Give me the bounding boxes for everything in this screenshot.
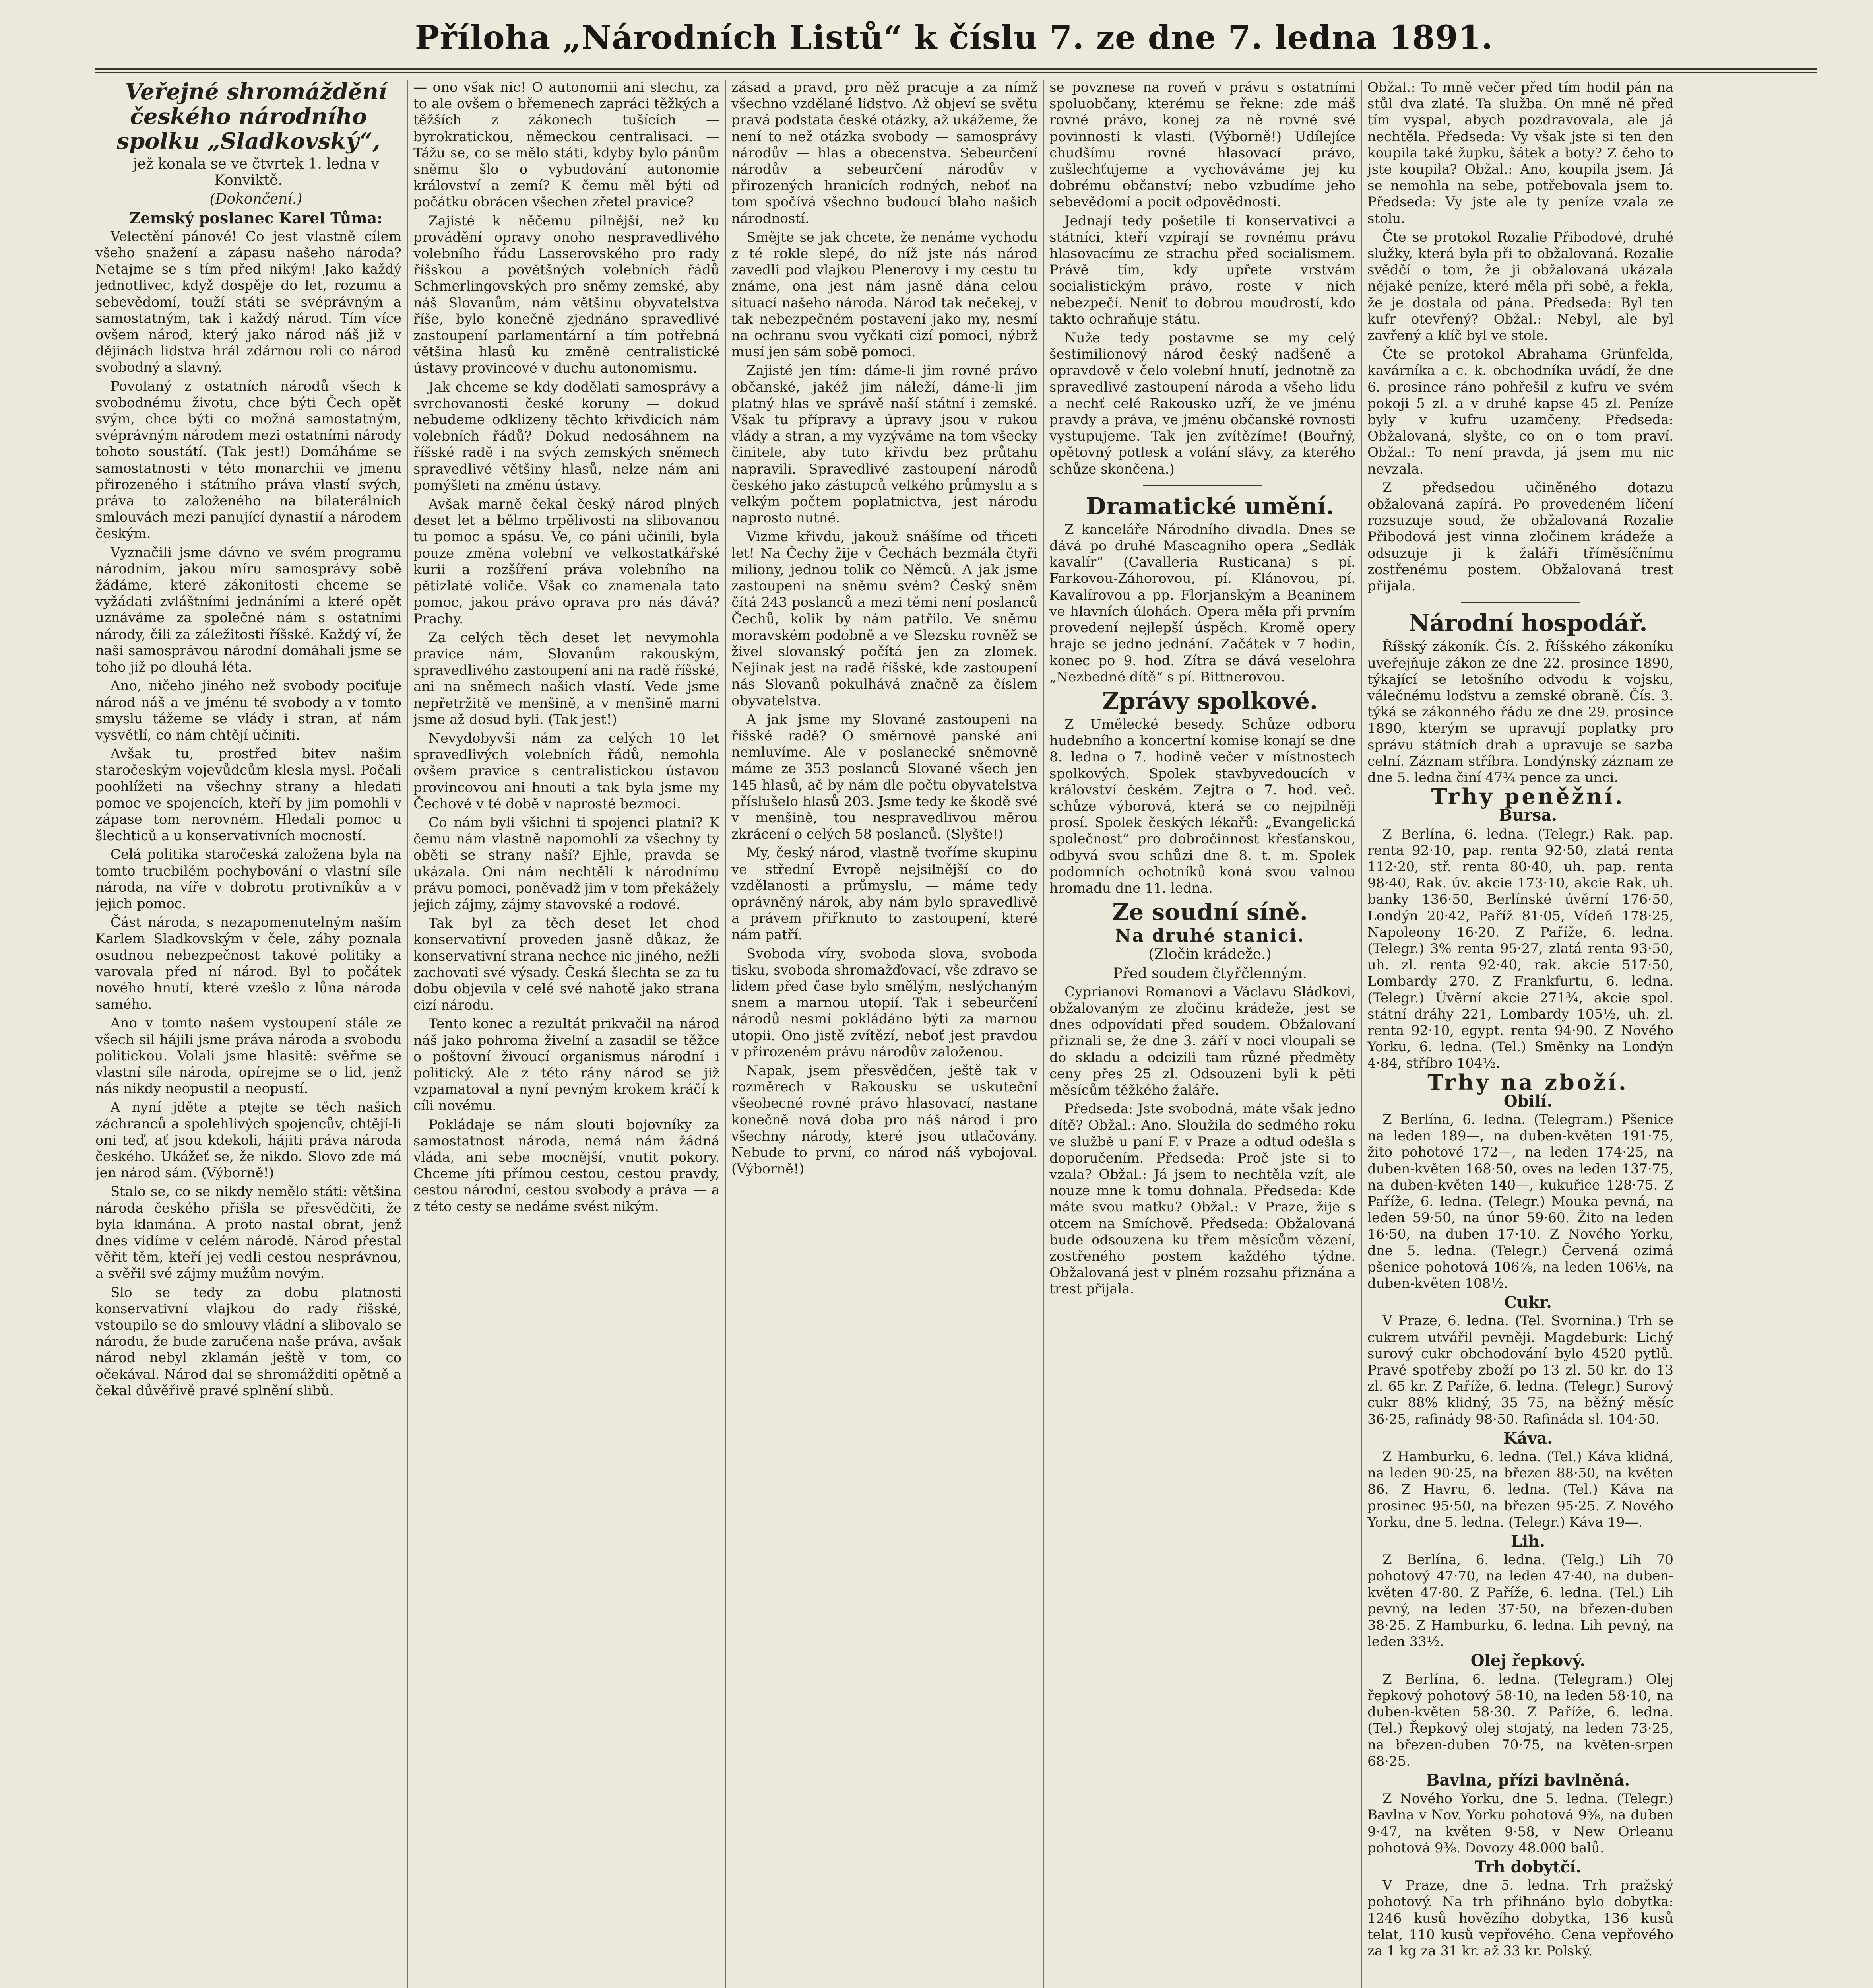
subheading-spirits: Lih. [1510,1532,1545,1551]
paragraph: Z Umělecké besedy. Schůze odboru hudebního a koncertní komise konají se dne 8. ledna o 7. hodině večer v místnostech spolkových. Spolek stavbyvedoucích v království českém. Zejtra o 7. hod. več. schůze výborová, která se co nejpilněji prosí. Spolek českých lékařů: „Evangelická společnost“ pro dobročinnost křesťanskou, odbyvá svou schůzi dne 8. t. m. Spolek podomních ochotníků koná svou valnou hromadu dne 11. ledna. [1049,716,1355,896]
column-divider [1361,80,1362,1988]
paragraph: Z Berlína, 6. ledna. (Telegram.) Pšenice na leden 189—, na duben-květen 191·75, žito pohotové 172—, na leden 174·25, na duben-květen 168·50, oves na leden 137·75, na duben-květen 140—, kukuřice 128·75. Z Paříže, 6. ledna. (Telegr.) Mouka pevná, na leden 59·50, na únor 59·60. Žito na leden 16·50, na duben 17·10. Z Nového Yorku, dne 5. ledna. (Telegr.) Červená ozimá pšenice pohotová 106⅞, na leden 106⅛, na duben-květen 108½. [1367,1111,1673,1292]
paragraph: V Praze, 6. ledna. (Tel. Svornina.) Trh se cukrem utvářil pevněji. Magdeburk: Lichý surový cukr obchodování bylo 4520 pytlů. Pravé spotřeby zboží po 13 zl. 50 kr. do 13 zl. 65 kr. Z Paříže, 6. ledna. (Telegr.) Surový cukr 88% klidný, 35 75, na běžný měsíc 36·25, rafinády 98·50. Rafináda sl. 104·50. [1367,1313,1673,1427]
paragraph: Povolaný z ostatních národů všech k svobodnému životu, chce býti Čech opět svým, chce býti co možná samostatným, svéprávným národem mezi ostatními národy tohoto soustátí. (Tak jest!) Domáháme se samostatnosti v této monarchii ve jmenu přirozeného i státního práva vlastí svých, práva to založeného na bilaterálních smlouvách mezi panující dynastií a národem českým. [95,378,401,542]
paragraph: Nuže tedy postavme se my celý šestimilionový národ český nadšeně a opravdově v čelo volební hnutí, jednotně za spravedlivé zastoupení národa a všeho lidu a nechť celé Rakousko uzří, že ve jménu pravdy a práva, ve jménu občanské rovnosti vystupujeme. Tak jen zvítězíme! (Bouřný, opětovný potlesk a volání slávy, za kterého schůze skončena.) [1049,330,1355,477]
column-divider [407,80,408,1988]
paragraph: My, český národ, vlastně tvoříme skupinu ve střední Evropě nejsilnější co do vzdělanosti a průmyslu, — máme tedy oprávněný nárok, aby nám bylo spravedlivě a právem přiřknuto to zastoupení, které nám patří. [731,845,1037,943]
section-heading-societies: Zprávy spolkové. [1102,687,1318,714]
column-divider [725,80,726,1988]
paragraph: Z Berlína, 6. ledna. (Telg.) Lih 70 pohotový 47·70, na leden 47·40, na duben-květen 47·80. Z Paříže, 6. ledna. (Tel.) Lih pevný, na leden 37·50, na březen-duben 38·25. Z Hamburku, 6. ledna. Lih pevný, na leden 33½. [1367,1552,1673,1650]
column-5 [1367,80,1673,1988]
column-2 [413,80,719,1988]
subheading-coffee: Káva. [1503,1429,1553,1448]
paragraph: Velectění pánové! Co jest vlastně cílem všeho snažení a zápasu našeho národa? Netajme se s tím před nikým! Jako každý jednotlivec, když dospěje do let, rozumu a sebevědomí, touží státi se svéprávným a samostatným, tak i každý národ. Tím více ovšem národ, který jako národ náš již v dějinách lidstva hrál zdárnou roli co národ svobodný a slavný. [95,228,401,376]
column-4 [1049,80,1355,1988]
paragraph: Svoboda víry, svoboda slova, svoboda tisku, svoboda shromažďovací, vše zdravo se lidem před čase bylo smělým, neslýchaným snem a marnou utopií. Tak i sebeurčení národů nesmí pokládáno býti za marnou utopii. Ono jistě zvítězí, neboť jest pravdou v přirozeném právu národův založenou. [731,945,1037,1060]
paragraph: Ano, ničeho jiného než svobody pociťuje národ náš a ve jménu té svobody a v tomto smyslu tážeme se vlády i stran, ať nám vysvětlí, co nám chtějí učiniti. [95,678,401,743]
article-subheadline: jež konala se ve čtvrtek 1. ledna v Konviktě. [133,156,379,189]
paragraph: Čte se protokol Rozalie Přibodové, druhé služky, která byla při to obžalovaná. Rozalie svědčí o tom, že ji obžalovaná ukázala nějaké peníze, které měla při sobě, a řekla, že je dostala od pána. Předseda: Byl ten kufr otevřený? Obžal.: Nebyl, ale byl zavřený a klíč byl ve stole. [1367,229,1673,344]
paragraph: Předseda: Jste svobodná, máte však jedno dítě? Obžal.: Ano. Sloužila do sedmého roku ve službě u paní F. v Praze a odtud odešla s doporučením. Předseda: Proč jste si to vzala? Obžal.: Já jsem to nechtěla vzít, ale nouze mne k tomu dohnala. Předseda: Kde máte svou matku? Obžal.: V Praze, žije s otcem na Smíchově. Předseda: Obžalovaná bude odsouzena ku třem měsícům vězení, zostřeného postem každého týdne. Obžalovaná jest v plném rozsahu přiznána a trest přijala. [1049,1101,1355,1297]
header-rule-thin [95,72,1817,73]
paragraph: Napak, jsem přesvědčen, ještě tak v rozměrech v Rakousku se uskuteční všeobecné rovné právo hlasovací, nastane konečně nová doba pro náš národ i pro všechny národy, které jsou utlačovány. Nebude to první, co národ náš vybojoval. (Výborně!) [731,1062,1037,1177]
paragraph: Co nám byli všichni ti spojenci platni? K čemu nám vlastně napomohli za všechny ty oběti se strany naší? Ejhle, pravda se ukázala. Oni nám nechtěli k národnímu právu pomoci, poněvadž jim v tom překážely jejich zájmy, zájmy stavovské a rodové. [413,814,719,912]
paragraph: Vizme křivdu, jakouž snášíme od třiceti let! Na Čechy žije v Čechách bezmála čtyři miliony, jednou tolik co Němců. A jak jsme zastoupeni na sněmu svém? Český sněm čítá 243 poslanců a mezi těmi není poslanců Čechů, kolik by nám patřilo. Ve sněmu moravském podobně a ve Slezsku rovněž se živel slovanský počítá jen za zlomek. Nejinak jest na radě říšské, kde zastoupení nás Slovanů pokulhává značně za číslem obyvatelstva. [731,529,1037,709]
paragraph: Avšak marně čekal český národ plných deset let a bělmo trpělivosti na slibovanou tu pomoc a spásu. Ve, co páni učinili, byla pouze změna volební ve velkostatkářské kurii a rozšíření práva volebního na pětizlaté voliče. Však co znamenala tato pomoc, jakou právo oprava pro nás dává? Prachy. [413,496,719,627]
article-headline: Veřejné shromáždění českého národního spolku „Sladkovský“, [116,80,387,154]
section-rule [1143,485,1262,486]
paragraph: Zajisté jen tím: dáme-li jim rovné právo občanské, jakéž jim náleží, dáme-li jim platný hlas ve správě naší státní i zemské. Však tu přípravy a úpravy jsou v rukou vlády a stran, a my vyzýváme na tom všecky činitele, aby tuto křivdu bez průtahu napravili. Spravedlivé zastoupení národů českého jako zástupců velkého průmyslu a s velkým počtem poplatnictva, jest národu naprosto nutné. [731,363,1037,526]
paragraph: Stalo se, co se nikdy nemělo státi: většina národa českého přišla se přesvědčiti, že byla klamána. A proto nastal obrat, jenž dnes vidíme v celém národě. Národ přestal věřit těm, kteří jej vedli cestou nesprávnou, a svěřil své zájmy mužům novým. [95,1184,401,1282]
subheading-bourse: Bursa. [1499,806,1557,825]
paragraph: Vyznačili jsme dávno ve svém programu národním, jakou míru samosprávy sobě žádáme, které zákonitosti chceme se vyžádati zvláštními jednáními a které opět uznáváme za společné nám s ostatními národy, čili za záležitosti říšské. Každý ví, že naši samosprávou národní domáhali jsme se toho již po dlouhá léta. [95,544,401,676]
paragraph: Celá politika staročeská založena byla na tomto trucbilém pochybování o vlastní síle národa, na víře v dobrotu protivníkův a v jejich pomoc. [95,846,401,912]
paragraph: — ono však nic! O autonomii ani slechu, za to ale ovšem o břemenech zapráci těžkých a těžších z zákonech tušících — byrokratickou, německou centralisaci. — Tážu se, co se mělo státi, kdyby bylo pánům sněmu šlo o vybudování autonomie království a zemí? K čemu měl býti od počátku obrácen všechen zřetel pravice? [413,80,719,210]
header-rule [95,68,1817,70]
court-case-court: Před soudem čtyřčlenným. [1113,965,1307,982]
subheading-grain: Obilí. [1503,1091,1553,1110]
paragraph: Cyprianovi Romanovi a Václavu Sládkovi, obžalovaným ze zločinu krádeže, jest se dnes odpovídati před soudem. Obžalovaní přiznali se, že dne 3. září v noci vloupali se do skladu a odcizili tam různé předměty ceny přes 25 zl. Odsouzeni byli k pěti měsícům těžkého žaláře. [1049,984,1355,1098]
section-rule [1461,602,1580,603]
paragraph: se povznese na roveň v právu s ostatními spoluobčany, kterému se řekne: zde máš rovné právo, konej za ně rovné své povinnosti k vlasti. (Výborně!) Udílejíce chudšímu rovné hlasovací právo, zušlechťujeme a vychováváme jej ku dobrému občanství; nebo vzbudíme jeho sebevědomí a pocit odpovědnosti. [1049,80,1355,210]
masthead: Příloha „Národních Listů“ k číslu 7. ze dne 7. ledna 1891. [415,19,1493,57]
speaker-name: Zemský poslanec Karel Tůma: [129,209,383,227]
paragraph: Slo se tedy za dobu platnosti konservativní vlajkou do rady říšské, vstoupilo se do smlouvy vládní a slibovalo se národu, že bude zaručena naše práva, avšak národ nebyl zklamán ještě v tom, co očekával. Národ dal se shromážditi opětně a čekal důvěřivě pravé splnění slibů. [95,1284,401,1399]
paragraph: Zajisté k něčemu pilnější, než ku provádění opravy onoho nespravedlivého volebního řádu Lasserovského pro rady říšskou a povětšných volebních řádů Schmerlingovských pro sněmy zemské, aby náš Slovanům, nám většinu obyvatelstva říše, bylo konečně zjednáno spravedlivé zastoupení parlamentární a tím potřebná většina hlasů ku změně centralistické ústavy provincové v duchu autonomismu. [413,213,719,377]
section-heading-money-markets: Trhy peněžní. [1431,784,1625,810]
court-case-subtitle: (Zločin krádeže.) [1148,946,1272,963]
paragraph: Z Berlína, 6. ledna. (Telegram.) Olej řepkový pohotový 58·10, na leden 58·10, na duben-květen 58·30. Z Paříže, 6. ledna. (Tel.) Řepkový olej stojatý, na leden 73·25, na březen-duben 70·75, na květen-srpen 68·25. [1367,1671,1673,1769]
paragraph: V Praze, dne 5. ledna. Trh pražský pohotový. Na trh přihnáno bylo dobytka: 1246 kusů hovězího dobytka, 136 kusů telat, 110 kusů vepřového. Cena vepřového za 1 kg za 31 kr. až 33 kr. Polský. [1367,1877,1673,1959]
section-heading-court: Ze soudní síně. [1112,899,1308,926]
subheading-sugar: Cukr. [1504,1293,1552,1312]
paragraph: Z kanceláře Národního divadla. Dnes se dává po druhé Mascagniho opera „Sedlák kavalír“ (Cavalleria Rusticana) s pí. Farkovou-Záhorovou, pí. Klánovou, pí. Kavalírovou a pp. Florjanským a Beaninem ve hlavních úlohách. Opera měla při prvním provedení nejlepší úspěch. Kromě opery hraje se jedno jednání. Začátek v 7 hodin, konec po 9. hod. Zítra se dává veselohra „Nezbedné dítě“ s pí. Bittnerovou. [1049,521,1355,685]
section-heading-economy: Národní hospodář. [1408,610,1648,637]
paragraph: Z Nového Yorku, dne 5. ledna. (Telegr.) Bavlna v Nov. Yorku pohotová 9⅝, na duben 9·47, na květen 9·58, v New Orleanu pohotová 9⅜. Dovozy 48.000 balů. [1367,1791,1673,1856]
paragraph: Ano v tomto našem vystoupení stále ze všech sil hájili jsme práva národa a svobodu politickou. Volali jsme hlasitě: svěřme se vlastní síle národa, opírejme se o lid, jenž nás nikdy neopustil a neopustí. [95,1015,401,1097]
paragraph: Tak byl za těch deset let chod konservativní proveden jasně důkaz, že konservativní strana nechce nic jiného, nežli zachovati své výsady. Česká šlechta se za tu dobu objevila v celé své nahotě jako strana cizí národu. [413,915,719,1013]
column-1 [95,80,401,1988]
paragraph: Tento konec a rezultát prikvačil na národ náš jako pohroma živelní a zasadil se těžce o poštovní živoucí organismus národní i politický. Ale z této rány národ se již vzpamatoval a nyní pevným krokem kráčí k cíli novému. [413,1016,719,1114]
column-3 [731,80,1037,1988]
paragraph: Nevydobyvši nám za celých 10 let spravedlivých volebních řádů, nemohla ovšem pravice s centralistickou ústavou provincovou ani hnouti a tak byla jsme my Čechové v té době v naprosté bezmoci. [413,730,719,812]
paragraph: Obžal.: To mně večer před tím hodil pán na stůl dva zlaté. Ta služba. On mně ně před tím vyspal, abych pozdravovala, ale já nechtěla. Předseda: Vy však jste si ten den koupila také župku, šátek a boty? Z čeho to jste koupila? Obžal.: Ano, koupila jsem. Já se nemohla na sebe, potřebovala jsem to. Předseda: Vy jste ale ty peníze vzala ze stolu. [1367,80,1673,227]
paragraph: Jak chceme se kdy dodělati samosprávy a svrchovanosti české koruny — dokud nebudeme odklizeny těchto křivdicích nám volebních řádů? Dokud nedosáhnem na říšské radě i na svých zemských sněmech spravedlivé většiny hlasů, nelze nám ani pomýšleti na změnu ústavy. [413,379,719,493]
paragraph: zásad a pravd, pro něž pracuje a za nímž všechno vzdělané lidstvo. Až objeví se světu pravá podstata české otázky, až ukážeme, že není to než otázka svobody — samosprávy národův — hlas a obecenstva. Sebeurčení národův a sebeurčení národův v přirozených hranicích rodných, neboť na tom spočívá všechno budoucí blaho našich národností. [731,80,1037,227]
article-continued-note: (Dokončení.) [209,191,302,208]
paragraph: Čte se protokol Abrahama Grünfelda, kavárníka a c. k. obchodníka uvádí, že dne 6. prosince ráno pohřešil z kufru ve svém pokoji 5 zl. a v druhé kapse 45 zl. Peníze byly v kufru uzamčeny. Předseda: Obžalovaná, slyšte, co on o tom praví. Obžal.: To není pravda, já jsem mu nic nevzala. [1367,346,1673,477]
court-case-title: Na druhé stanici. [1115,926,1305,946]
paragraph: Z předsedou učiněného dotazu obžalovaná zapírá. Po provedeném líčení rozsuzuje soud, že obžalovaná Rozalie Přibodová jest vinna zločinem krádeže a odsuzuje ji k žaláři tříměsíčnímu zostřenému postem. Obžalovaná trest přijala. [1367,480,1673,594]
paragraph: A nyní jděte a ptejte se těch našich záchranců a spolehlivých spojencův, chtějí-li oni teď, ať jsou kdekoli, hájiti práva národa českého. Ukážeť se, že nikdo. Slovo zde má jen národ sám. (Výborně!) [95,1099,401,1181]
column-divider [1043,80,1044,1988]
subheading-cattle-market: Trh dobytčí. [1474,1857,1582,1876]
section-heading-theatre: Dramatické umění. [1086,492,1334,520]
paragraph: A jak jsme my Slované zastoupeni na říšské radě? O směrnové panské ani nemluvíme. Ale v poslanecké sněmovně máme ze 353 poslanců Slované všech jen 145 hlasů, ač by nám dle počtu obyvatelstva příslušelo hlasů 203. Jsme tedy ke škodě své v menšině, tou nespravedlivou měrou zkrácení o celých 58 poslanců. (Slyšte!) [731,711,1037,843]
paragraph: Smějte se jak chcete, že nenáme vychodu z té rokle slepé, do níž jste nás národ zavedli pod vlajkou Plenerovy i my cestu tu známe, ona jest nám jasně dána celou situací našeho národa. Národ tak nečekej, v tak nebezpečném postavení jako my, nesmí na ochranu svou vyčkati cizí pomoci, nýbrž musí jen sám sobě pomoci. [731,229,1037,360]
subheading-cotton: Bavlna, přízi bavlněná. [1426,1771,1630,1790]
paragraph: Avšak tu, prostřed bitev našim staročeským vojevůdcům klesla mysl. Počali poohlížeti na všechny strany a hledati pomoc ve spojencích, kteří by jim pomohli v zápase tom nerovném. Hledali pomoc u šlechticů a u konservativních mocností. [95,746,401,844]
paragraph: Část národa, s nezapomenutelným naším Karlem Sladkovským v čele, záhy poznala osudnou nebezpečnost takové politiky a varovala před ní národ. Byl to počátek nového hnutí, které vzešlo z lůna národa samého. [95,914,401,1013]
section-heading-goods-markets: Trhy na zboží. [1427,1069,1629,1095]
paragraph: Z Hamburku, 6. ledna. (Tel.) Káva klidná, na leden 90·25, na březen 88·50, na květen 86. Z Havru, 6. ledna. (Tel.) Káva na prosinec 95·50, na březen 95·25. Z Nového Yorku, dne 5. ledna. (Telegr.) Káva 19—. [1367,1449,1673,1530]
paragraph: Z Berlína, 6. ledna. (Telegr.) Rak. pap. renta 92·10, pap. renta 92·50, zlatá renta 112·20, stř. renta 80·40, uh. pap. renta 98·40, Rak. úv. akcie 173·10, akcie Rak. uh. banky 136·50, Berlínské úvěrní 176·50, Londýn 20·42, Paříž 81·05, Vídeň 178·25, Napoleony 16·20. Z Paříže, 6. ledna. (Telegr.) 3% renta 95·27, zlatá renta 93·50, uh. zl. renta 92·40, rak. akcie 517·50, Lombardy 270. Z Frankfurtu, 6. ledna. (Telegr.) Úvěrní akcie 271¾, akcie spol. státní dráhy 221, Lombardy 105½, uh. zl. renta 92·10, egypt. renta 94·90. Z Nového Yorku, 6. ledna. (Tel.) Směnky na Londýn 4·84, stříbro 104½. [1367,826,1673,1072]
paragraph: Říšský zákoník. Čís. 2. Říšského zákoníku uveřejňuje zákon ze dne 22. prosince 1890, týkající se letošního odvodu k vojsku, válečnému loďstvu a zemské obraně. Čís. 3. týká se zákonného řádu ze dne 29. prosince 1890, kterým se upravují poplatky pro správu státních drah a upravuje se sazba celní. Záznam stříbra. Londýnský záznam ze dne 5. ledna činí 47¾ pence za unci. [1367,639,1673,786]
subheading-rapeseed-oil: Olej řepkový. [1470,1651,1586,1670]
paragraph: Pokládaje se nám slouti bojovníky za samostatnost národa, nemá nám žádná vláda, ani sebe mocnější, vnutit pokory. Chceme jíti přímou cestou, cestou pravdy, cestou národní, cestou svobody a práva — a z této cesty se nedáme svést nikým. [413,1116,719,1215]
paragraph: Jednají tedy pošetile ti konservativci a státníci, kteří vzpírají se rovnému právu hlasovacímu ze strachu před socialismem. Právě tím, kdy upřete vrstvám socialistickým právo, roste v nich nebezpečí. Neníť to dobrou moudrostí, kdo takto ochraňuje státu. [1049,213,1355,327]
paragraph: Za celých těch deset let nevymohla pravice nám, Slovanům rakouským, spravedlivého zastoupení ani na radě říšské, ani na sněmech našich vlastí. Vede jsme nepřetržitě ve menšině, a v menšině marni jsme až dosud byli. (Tak jest!) [413,629,719,728]
